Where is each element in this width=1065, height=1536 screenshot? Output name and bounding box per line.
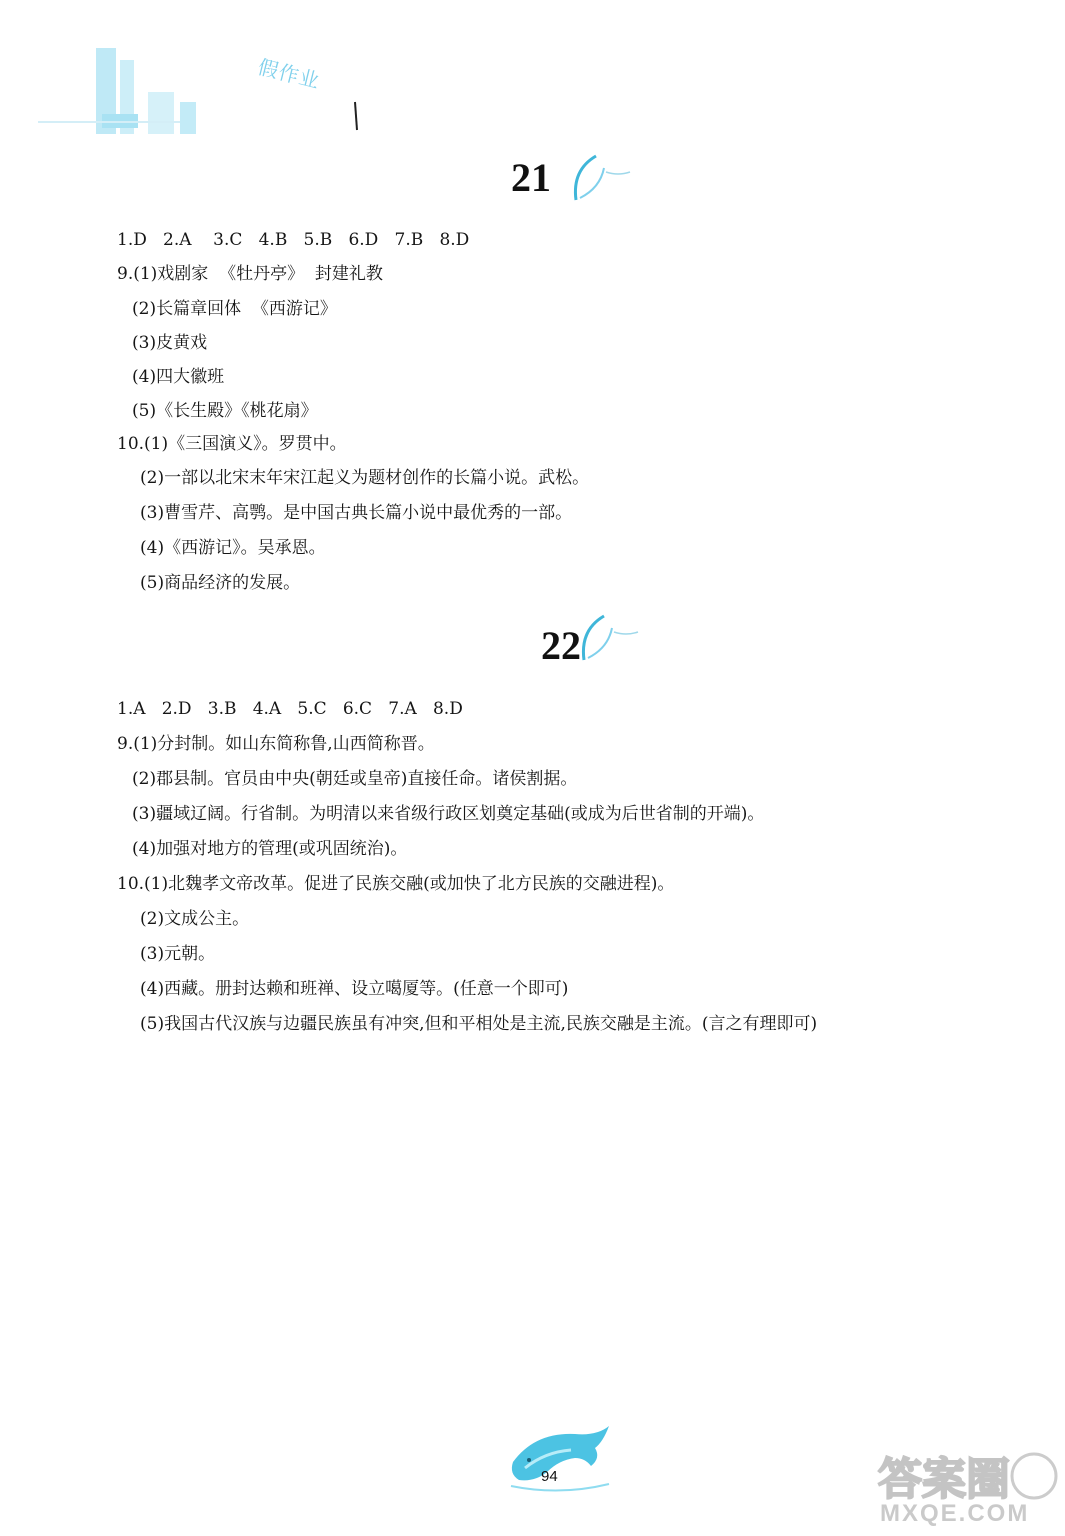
section-21-line-11: (5)商品经济的发展。 [140,573,301,593]
section-21-line-8: (2)一部以北宋末年宋江起义为题材创作的长篇小说。武松。 [140,468,590,488]
section-number-21: 21 [511,155,551,200]
section-22-line-3: (2)郡县制。官员由中央(朝廷或皇帝)直接任命。诸侯割据。 [132,769,578,789]
section-21-line-7: 10.(1)《三国演义》。罗贯中。 [117,434,347,454]
svg-text:答案圈: 答案圈 [878,1454,1010,1505]
section-21-line-3: (2)长篇章回体 《西游记》 [132,299,337,319]
section-21-line-10: (4)《西游记》。吴承恩。 [140,538,326,558]
section-21-line-1: 1.D 2.A 3.C 4.B 5.B 6.D 7.B 8.D [117,230,470,250]
section-22-line-10: (5)我国古代汉族与边疆民族虽有冲突,但和平相处是主流,民族交融是主流。(言之有理即可) [140,1014,818,1034]
section-22-line-1: 1.A 2.D 3.B 4.A 5.C 6.C 7.A 8.D [117,699,463,719]
page-number: 94 [541,1468,558,1485]
section-22-line-2: 9.(1)分封制。如山东简称鲁,山西简称晋。 [117,734,435,754]
series-tag: 假作业 [255,54,323,94]
section-number-22: 22 [541,623,581,668]
series-logo-icon [30,40,370,150]
swoosh-icon [570,150,640,210]
section-21-line-6: (5)《长生殿》《桃花扇》 [132,401,318,421]
section-22-line-9: (4)西藏。册封达赖和班禅、设立噶厦等。(任意一个即可) [140,979,569,999]
section-22-line-8: (3)元朝。 [140,944,216,964]
section-21-line-5: (4)四大徽班 [132,367,225,387]
section-22-line-7: (2)文成公主。 [140,909,250,929]
watermark-url: MXQE.COM [880,1500,1030,1527]
section-22-line-5: (4)加强对地方的管理(或巩固统治)。 [132,839,408,859]
dolphin-icon [505,1422,615,1497]
section-22-line-4: (3)疆域辽阔。行省制。为明清以来省级行政区划奠定基础(或成为后世省制的开端)。 [132,804,765,824]
swoosh-icon [578,610,648,670]
section-21-line-2: 9.(1)戏剧家 《牡丹亭》 封建礼教 [117,264,383,284]
section-21-line-9: (3)曹雪芹、高鹗。是中国古典长篇小说中最优秀的一部。 [140,503,573,523]
section-22-line-6: 10.(1)北魏孝文帝改革。促进了民族交融(或加快了北方民族的交融进程)。 [117,874,675,894]
section-21-line-4: (3)皮黄戏 [132,333,208,353]
